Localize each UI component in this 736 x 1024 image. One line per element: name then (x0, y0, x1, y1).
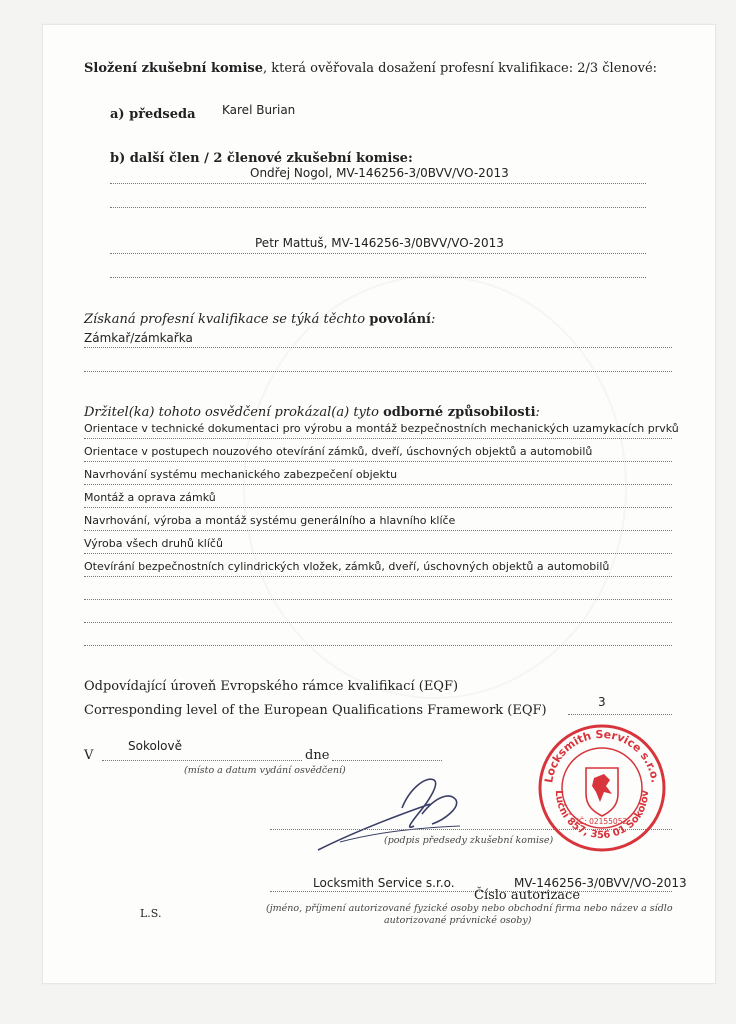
ability-line-9 (84, 622, 672, 623)
place-value: Sokolově (128, 739, 182, 753)
ability-item-6: Výroba všech druhů klíčů (84, 537, 223, 550)
ability-line-5 (84, 530, 672, 531)
ability-line-3 (84, 484, 672, 485)
abilities-label-text: Držitel(ka) tohoto osvědčení prokázal(a) tyto (84, 405, 384, 420)
authority-line (270, 891, 672, 892)
ability-line-10 (84, 645, 672, 646)
profession-label-colon: : (430, 312, 436, 327)
member-2-line (110, 253, 646, 254)
abilities-label-bold: odborné způsobilosti (383, 405, 536, 420)
stamp-top-text: Locksmith Service s.r.o. (542, 727, 662, 784)
committee-heading-bold: Složení zkušební komise (84, 61, 263, 76)
authority-name: Locksmith Service s.r.o. (313, 876, 455, 890)
lion-icon (592, 774, 612, 802)
eqf-en-label: Corresponding level of the European Qualifications Framework (EQF) (84, 703, 547, 718)
committee-heading (84, 61, 657, 76)
member-2-name: Petr Mattuš, MV-146256-3/0BVV/VO-2013 (255, 236, 504, 250)
watermark-seal (243, 275, 627, 699)
ability-line-7 (84, 576, 672, 577)
member-1-line (110, 183, 646, 184)
ability-item-4: Montáž a oprava zámků (84, 491, 216, 504)
place-line (102, 760, 302, 761)
profession-label (84, 312, 435, 327)
ability-line-6 (84, 553, 672, 554)
chair-label: a) předseda (110, 107, 196, 122)
company-stamp (534, 720, 670, 856)
date-line (332, 760, 442, 761)
ability-item-1: Orientace v technické dokumentaci pro výrobu a montáž bezpečnostních mechanických uzamykacích prvků (84, 422, 679, 435)
ability-item-7: Otevírání bezpečnostních cylindrických vložek, zámků, dveří, úschovných objektů a automobilů (84, 560, 610, 573)
member-2-line-2 (110, 277, 646, 278)
member-1-line-2 (110, 207, 646, 208)
authority-caption-line-2: autorizované právnické osoby) (384, 915, 532, 926)
place-caption: (místo a datum vydání osvědčení) (184, 765, 346, 776)
ability-line-1 (84, 438, 672, 439)
member-1-name: Ondřej Nogol, MV-146256-3/0BVV/VO-2013 (250, 166, 509, 180)
stamp-bottom-text: Luční 857, 356 01 Sokolov (552, 789, 652, 842)
abilities-label-colon: : (535, 405, 540, 420)
members-label: b) další člen / 2 členové zkušební komise: (110, 151, 413, 166)
ability-line-2 (84, 461, 672, 462)
date-label: dne (305, 748, 330, 763)
place-v-label: V (84, 748, 94, 763)
ability-item-3: Navrhování systému mechanického zabezpečení objektu (84, 468, 398, 481)
eqf-cz-label: Odpovídající úroveň Evropského rámce kvalifikací (EQF) (84, 679, 459, 694)
authority-number: MV-146256-3/0BVV/VO-2013 (514, 876, 687, 890)
authority-number-label: Číslo autorizace (474, 888, 581, 903)
profession-line (84, 347, 672, 348)
profession-label-bold: povolání (369, 312, 431, 327)
profession-line-2 (84, 371, 672, 372)
chair-name: Karel Burian (222, 103, 296, 117)
ability-line-8 (84, 599, 672, 600)
profession-label-text: Získaná profesní kvalifikace se týká těchto (84, 312, 370, 327)
stamp-ic-text: IČ: 02155052 (576, 817, 628, 826)
signature-caption: (podpis předsedy zkušební komise) (384, 835, 554, 846)
authority-caption-line-1: (jméno, příjmení autorizované fyzické osoby nebo obchodní firma nebo název a sídlo (266, 903, 673, 914)
profession-value: Zámkař/zámkařka (84, 331, 193, 345)
ability-item-2: Orientace v postupech nouzového otevírání zámků, dveří, úschovných objektů a automobilů (84, 445, 593, 458)
abilities-label (84, 405, 540, 420)
ability-line-4 (84, 507, 672, 508)
ls-mark: L.S. (140, 907, 162, 920)
eqf-level-value: 3 (598, 695, 606, 709)
committee-heading-rest: , která ověřovala dosažení profesní kvalifikace: 2/3 členové: (262, 61, 658, 76)
eqf-level-line (568, 714, 672, 715)
ability-item-5: Navrhování, výroba a montáž systému generálního a hlavního klíče (84, 514, 456, 527)
